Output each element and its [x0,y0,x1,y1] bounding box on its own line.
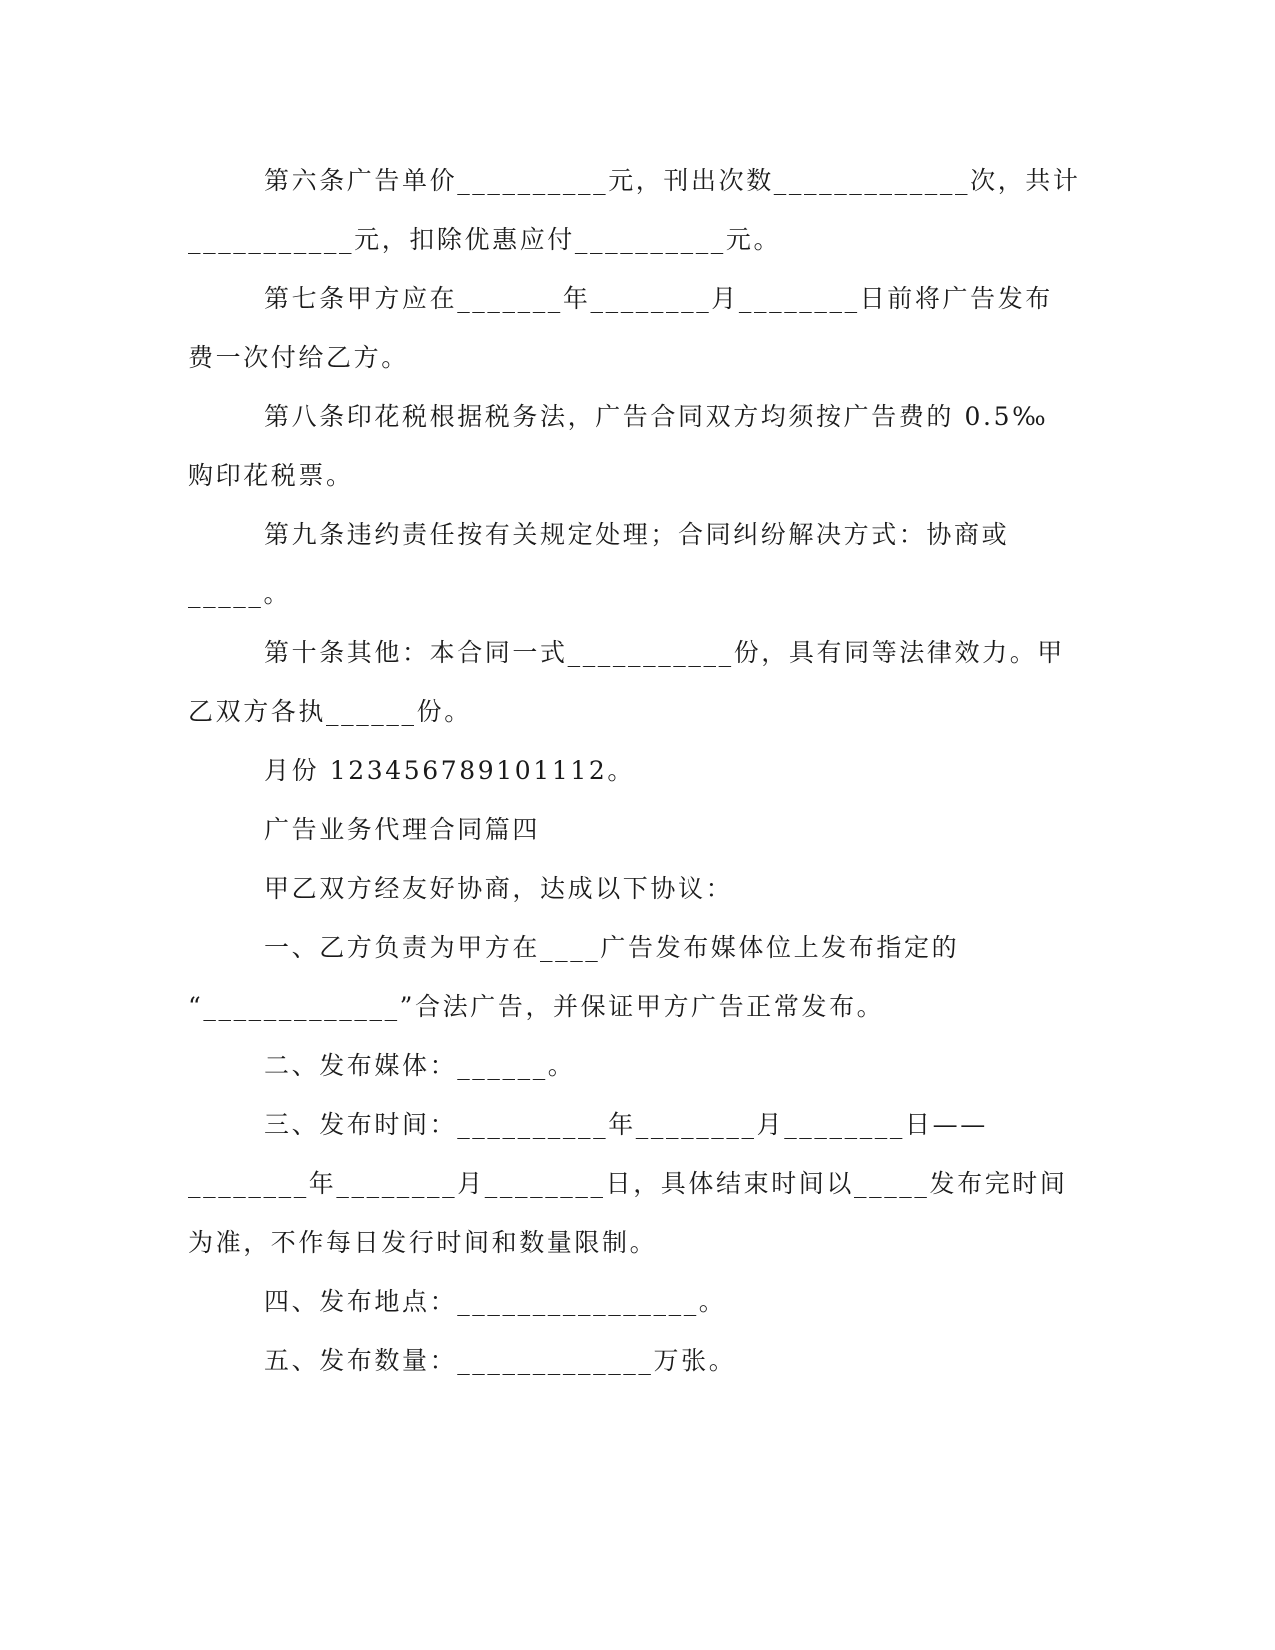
text-line: 费一次付给乙方。 [188,343,409,372]
text-line: _____。 [188,579,292,608]
text-line: 三、发布时间：__________年________月________日—— [264,1110,988,1139]
text-line: 甲乙双方经友好协商，达成以下协议： [264,874,734,903]
text-line: 五、发布数量：_____________万张。 [264,1346,737,1375]
text-line: 第九条违约责任按有关规定处理；合同纠纷解决方式：协商或 [264,520,1010,549]
text-line: 购印花税票。 [188,461,354,490]
text-line: ___________元，扣除优惠应付__________元。 [188,225,782,254]
text-line: 乙双方各执______份。 [188,697,472,726]
text-line: 第六条广告单价__________元，刊出次数_____________次，共计 [264,166,1081,195]
text-line: 为准，不作每日发行时间和数量限制。 [188,1228,658,1257]
text-line: 二、发布媒体：______。 [264,1051,576,1080]
text-line: 月份 123456789101112。 [264,756,635,785]
text-line: 四、发布地点：________________。 [264,1287,727,1316]
text-line: “_____________”合法广告，并保证甲方广告正常发布。 [188,992,885,1021]
text-line: ________年________月________日，具体结束时间以_____发布完时间 [188,1169,1068,1198]
section-heading: 广告业务代理合同篇四 [264,815,541,844]
text-line: 第十条其他：本合同一式___________份，具有同等法律效力。甲 [264,638,1065,667]
text-line: 一、乙方负责为甲方在____广告发布媒体位上发布指定的 [264,933,960,962]
text-line: 第七条甲方应在_______年________月________日前将广告发布 [264,284,1053,313]
text-line: 第八条印花税根据税务法，广告合同双方均须按广告费的 0.5‰ [264,402,1049,431]
